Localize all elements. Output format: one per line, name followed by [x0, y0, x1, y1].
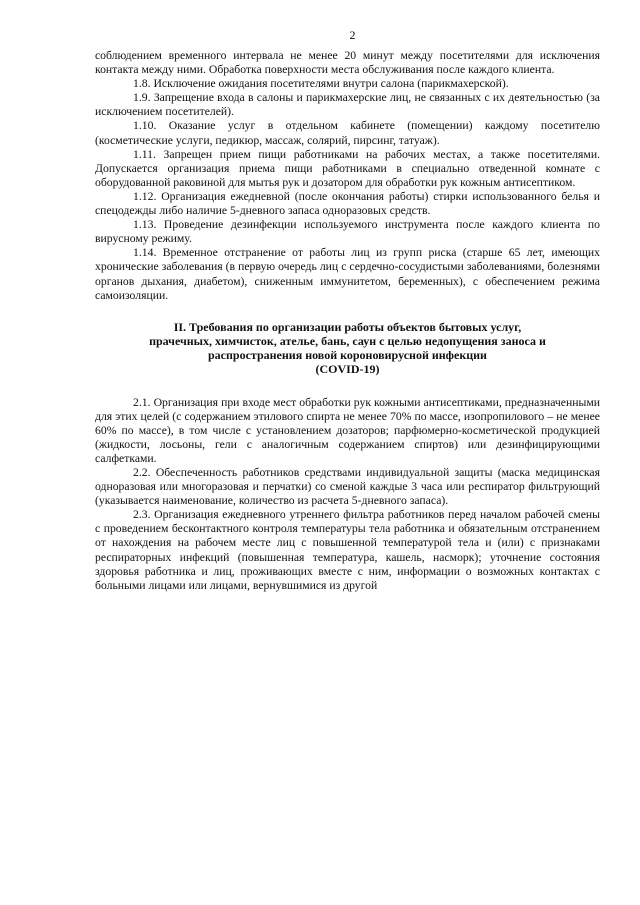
- paragraph-1-14: 1.14. Временное отстранение от работы лиц из групп риска (старше 65 лет, имеющих хронические заболевания (в первую очередь лиц с сердечно-сосудистыми заболеваниями, болезнями органов дыхания, диабетом), сниженным иммунитетом, беременных), с обеспечением режима самоизоляции.: [95, 246, 600, 302]
- paragraph-1-8: 1.8. Исключение ожидания посетителями внутри салона (парикмахерской).: [133, 77, 509, 91]
- paragraph-1-12: 1.12. Организация ежедневной (после окончания работы) стирки использованного белья и спецодежды либо наличие 5-дневного запаса одноразовых средств.: [95, 189, 600, 218]
- paragraph-1-13: 1.13. Проведение дезинфекции используемого инструмента после каждого клиента по вирусному режиму.: [95, 218, 600, 246]
- paragraph-2-2: 2.2. Обеспеченность работников средствами индивидуальной защиты (маска медицинская одноразовая или многоразовая и перчатки) со сменой каждые 3 часа или респиратор фильтрующий (указывается наименование, количество из расчета 5-дневного запаса).: [95, 465, 600, 508]
- paragraph-1-9: 1.9. Запрещение входа в салоны и парикмахерские лиц, не связанных с их деятельностью (за исключением посетителей).: [95, 91, 600, 119]
- paragraph-continuation: соблюдением временного интервала не менее 20 минут между посетителями для исключения контакта между ними. Обработка поверхности места обслуживания после каждого клиента.: [95, 49, 600, 77]
- section-heading-line-1: II. Требования по организации работы объектов бытовых услуг,: [173, 319, 522, 334]
- paragraph-1-10: 1.10. Оказание услуг в отдельном кабинете (помещении) каждому посетителю (косметические услуги, педикюр, массаж, солярий, пирсинг, татуаж).: [95, 119, 600, 147]
- section-heading: [95, 320, 600, 377]
- paragraph-1-11: 1.11. Запрещен прием пищи работниками на рабочих местах, а также посетителями. Допускается организация приема пищи работниками в специально отведенной комнате с оборудованной раковиной для мытья рук и дозатором для обработки рук кожным антисептиком.: [95, 147, 600, 189]
- section-heading-line-2: прачечных, химчисток, ателье, бань, саун с целью недопущения заноса и: [149, 333, 546, 348]
- paragraph-2-1: 2.1. Организация при входе мест обработки рук кожными антисептиками, предназначенными для этих целей (с содержанием этилового спирта не менее 70% по массе, изопропилового – не менее 60% по массе), в том числе с установлением дозаторов; парфюмерно-косметической продукцией (жидкости, лосьоны, гели с аналогичным содержанием спиртов) или дезинфицирующими салфетками.: [95, 395, 600, 465]
- page-number: 2: [349, 28, 356, 42]
- section-heading-line-3: распространения новой короновирусной инфекции: [208, 348, 487, 363]
- paragraph-2-3: 2.3. Организация ежедневного утреннего фильтра работников перед началом рабочей смены с проведением бесконтактного контроля температуры тела работника и обязательным отстранением от нахождения на рабочем месте лиц с повышенной температурой тела и (или) с признаками респираторных инфекций (повышенная температура, кашель, насморк); уточнение состояния здоровья работника и лиц, проживающих вместе с ним, информации о возможных контактах с больными лицами или лицами, вернувшимися из другой: [95, 508, 600, 592]
- section-heading-line-4: (COVID-19): [315, 362, 380, 377]
